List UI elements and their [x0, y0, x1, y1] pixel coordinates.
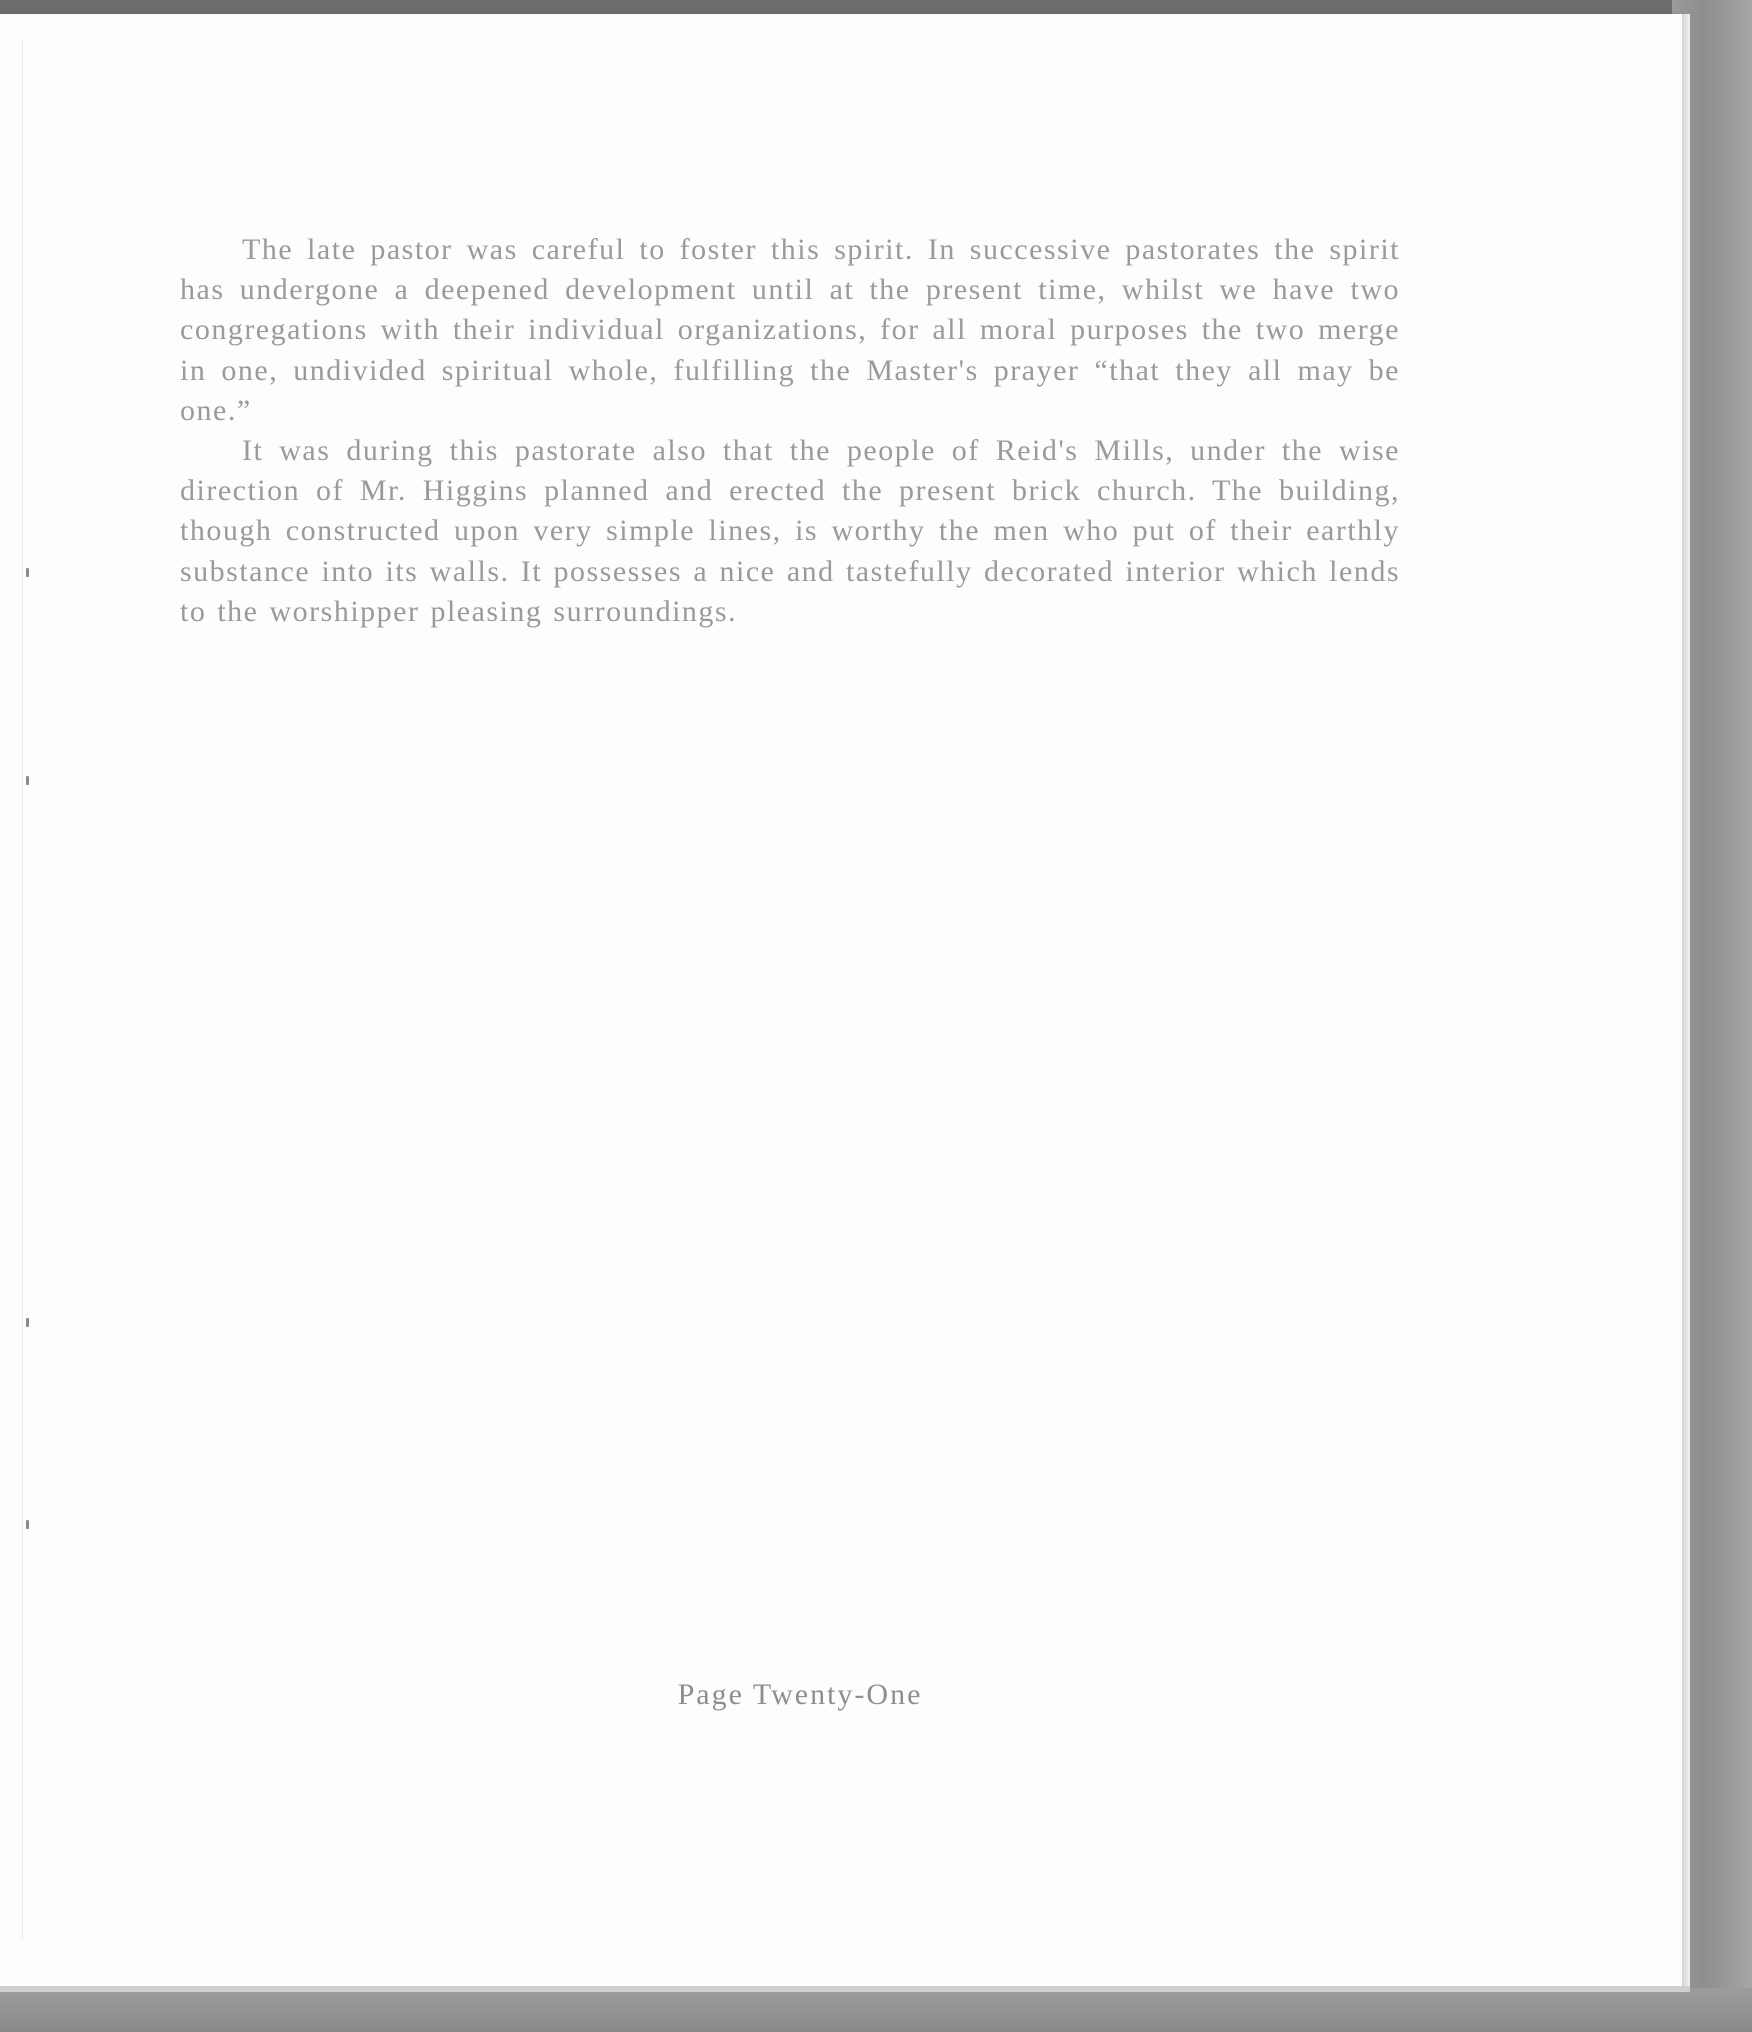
binding-hole-mark: [26, 1318, 29, 1327]
page-number: Page Twenty-One: [677, 1678, 923, 1711]
binding-gutter: [22, 40, 23, 1940]
cover-board-bottom: [0, 1988, 1752, 2032]
page-edge-right: [1682, 14, 1690, 1986]
body-text: [180, 230, 1400, 632]
page-edge-bottom: [0, 1986, 1690, 1992]
binding-hole-mark: [26, 776, 29, 785]
binding-hole-mark: [26, 1520, 29, 1529]
scan-top-edge: [0, 0, 1752, 14]
paragraph: It was during this pastorate also that the people of Reid's Mills, under the wise direction of Mr. Higgins planned and erected the present brick church. The building, though constructed upon very simple lines, is worthy the men who put of their earthly substance into its walls. It possesses a nice and tastefully decorated interior which lends to the worshipper pleasing surroundings.: [180, 434, 1400, 628]
binding-hole-mark: [26, 568, 29, 577]
paragraph: The late pastor was careful to foster this spirit. In successive pastorates the spirit has undergone a deepened development until at the present time, whilst we have two congregations with their individual organizations, for all moral purposes the two merge in one, undivided spiritual whole, fulfilling the Master's prayer “that they all may be one.”: [180, 233, 1400, 427]
